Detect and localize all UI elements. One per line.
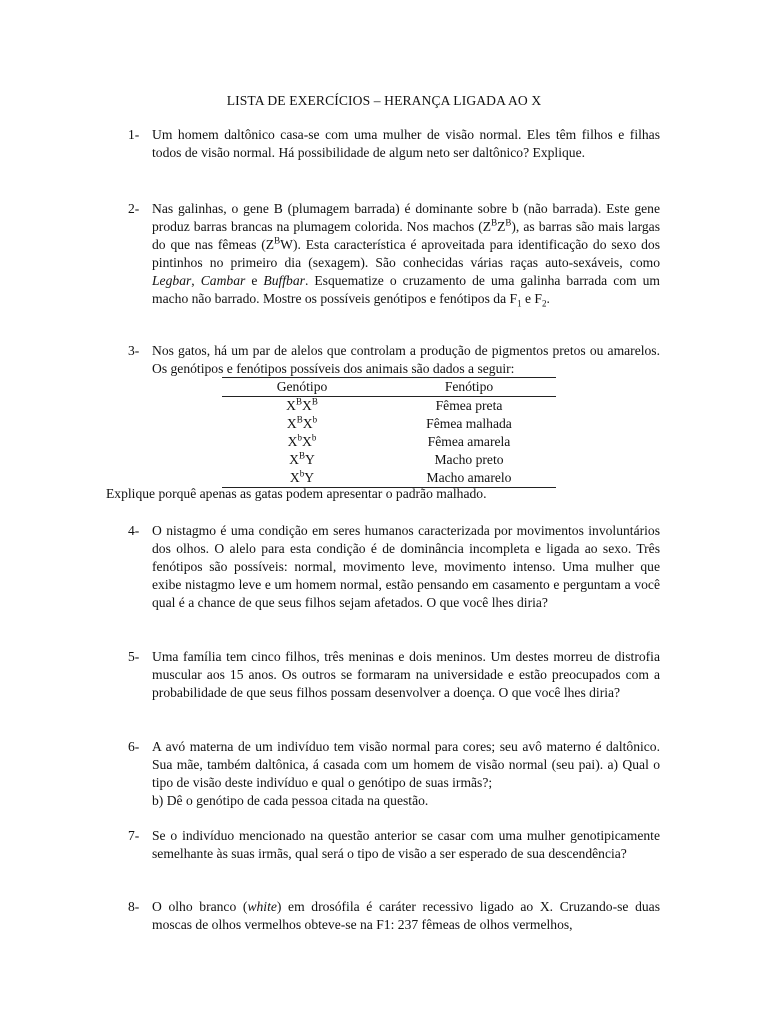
phenotype-cell: Fêmea malhada [426, 416, 512, 431]
table-row [222, 397, 556, 416]
page-title: LISTA DE EXERCÍCIOS – HERANÇA LIGADA AO X [226, 93, 542, 108]
question-text: O olho branco (white) em drosófila é caráter recessivo ligado ao X. Cruzando-se duas moscas de olhos vermelhos obteve-se na F1: 237 fêmeas de olhos vermelhos, [152, 899, 660, 932]
question-text: Nas galinhas, o gene B (plumagem barrada) é dominante sobre b (não barrada). Este gene produz barras brancas na plumagem colorida. Nos machos $(Z^BZ^B)$, as barras são mais largas do que nas fêmeas $(Z^BW)$. Esta característica é aproveitada para identificação do sexo dos pintinhos no primeiro dia (sexagem). São conhecidas várias raças auto-sexáveis, como Legbar, Cambar e Buffbar. Esquematize o cruzamento de uma galinha barrada com um macho não barrado. Mostre os possíveis genótipos e fenótipos da $F_1$ e $F_2$. [152, 201, 660, 309]
question-text: O nistagmo é uma condição em seres humanos caracterizada por movimentos involuntários dos olhos. O alelo para esta condição é de dominância incompleta e ligada ao sexo. Três fenótipos são possíveis: normal, movimento leve, movimento intenso. Uma mulher que exibe nistagmo leve e um homem normal, estão pensando em casamento e perguntam a você qual é a chance de que seus filhos sejam afetados. O que você lhes diria? [152, 523, 660, 610]
table-row [222, 451, 556, 469]
table-header-row [222, 378, 556, 397]
question-number: 5- [128, 649, 140, 664]
question-text-part-b: b) Dê o genótipo de cada pessoa citada na questão. [152, 793, 429, 808]
phenotype-cell: Fêmea amarela [427, 434, 511, 449]
question-number: 8- [128, 899, 140, 914]
question-text: Um homem daltônico casa-se com uma mulher de visão normal. Eles têm filhos e filhas todos de visão normal. Há possibilidade de algum neto ser daltônico? Explique. [152, 127, 660, 160]
question-1 [128, 126, 660, 162]
table-row [222, 415, 556, 433]
table-row [222, 433, 556, 451]
question-number: 1- [128, 127, 140, 142]
genotype-cell: $X^BX^b$ [286, 414, 318, 431]
genotype-cell: $X^BY$ [289, 450, 315, 467]
question-4 [128, 522, 660, 612]
question-number: 3- [128, 343, 140, 358]
table-header-phenotype: Fenótipo [382, 378, 556, 397]
question-2 [128, 200, 660, 308]
question-7 [128, 827, 660, 863]
question-number: 2- [128, 201, 140, 216]
genotype-cell: $X^bX^b$ [287, 432, 317, 449]
question-number: 7- [128, 828, 140, 843]
question-6 [128, 738, 660, 810]
genotype-cell: $X^bY$ [222, 469, 382, 488]
genotype-cell: $X^BX^B$ [286, 396, 318, 413]
question-text: Uma família tem cinco filhos, três meninas e dois meninos. Um destes morreu de distrofia muscular aos 15 anos. Os outros se formaram na universidade e estão preocupados com a probabilidade de que seus filhos possam desenvolver a doença. O que você lhes diria? [152, 649, 660, 700]
question-text: Se o indivíduo mencionado na questão anterior se casar com uma mulher genotipicamente semelhante às suas irmãs, qual será o tipo de visão a ser esperado de sua descendência? [152, 828, 660, 861]
question-text: Nos gatos, há um par de alelos que controlam a produção de pigmentos pretos ou amarelos. Os genótipos e fenótipos possíveis dos animais são dados a seguir: [152, 343, 660, 376]
question-8 [128, 898, 660, 934]
genotype-table [222, 377, 556, 488]
question-3 [128, 342, 660, 378]
phenotype-cell: Macho preto [434, 452, 504, 467]
explain-text: Explique porquê apenas as gatas podem apresentar o padrão malhado. [106, 486, 487, 501]
question-number: 4- [128, 523, 140, 538]
phenotype-cell: Macho amarelo [382, 469, 556, 488]
question-5 [128, 648, 660, 702]
phenotype-cell: Fêmea preta [435, 398, 503, 413]
question-text: A avó materna de um indivíduo tem visão normal para cores; seu avô materno é daltônico. Sua mãe, também daltônica, á casada com um homem de visão normal (seu pai). a) Qual o tipo de visão deste indivíduo e qual o genótipo de suas irmãs?; [152, 739, 660, 790]
question-number: 6- [128, 739, 140, 754]
table-header-genotype: Genótipo [222, 378, 382, 397]
